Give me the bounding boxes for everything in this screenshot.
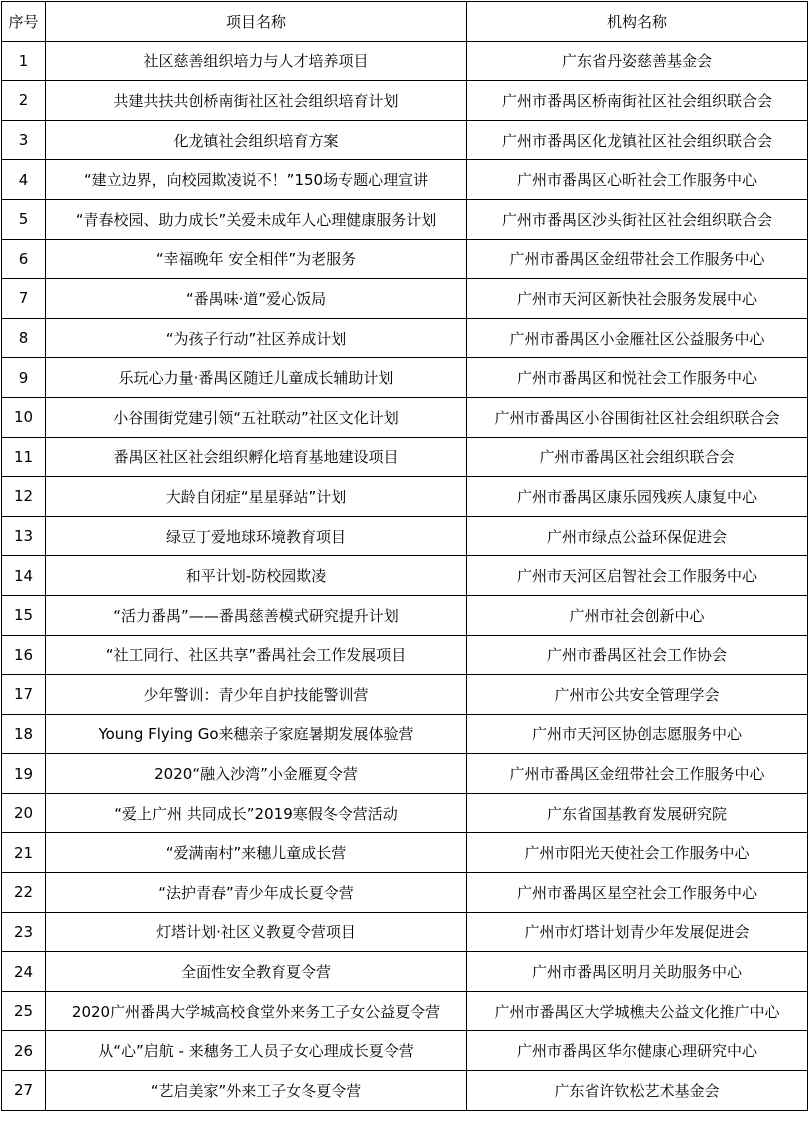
row-organization: 广州市番禺区桥南街社区社会组织联合会	[467, 81, 808, 121]
row-organization: 广州市番禺区华尔健康心理研究中心	[467, 1031, 808, 1071]
row-project: “法护青春”青少年成长夏令营	[46, 873, 467, 913]
row-project: “爱上广州 共同成长”2019寒假冬令营活动	[46, 793, 467, 833]
row-organization: 广州市绿点公益环保促进会	[467, 516, 808, 556]
row-project: “幸福晚年 安全相伴”为老服务	[46, 239, 467, 279]
row-index: 8	[2, 318, 46, 358]
header-index: 序号	[2, 2, 46, 42]
row-organization: 广州市番禺区星空社会工作服务中心	[467, 873, 808, 913]
row-index: 18	[2, 714, 46, 754]
row-project: 和平计划-防校园欺凌	[46, 556, 467, 596]
table-row	[2, 120, 808, 160]
row-index: 23	[2, 912, 46, 952]
header-organization: 机构名称	[467, 2, 808, 42]
table-row	[2, 358, 808, 398]
row-index: 17	[2, 675, 46, 715]
row-index: 25	[2, 991, 46, 1031]
row-organization: 广东省许钦松艺术基金会	[467, 1071, 808, 1111]
table-row	[2, 595, 808, 635]
header-project: 项目名称	[46, 2, 467, 42]
row-organization: 广州市番禺区心昕社会工作服务中心	[467, 160, 808, 200]
row-project: 灯塔计划·社区义教夏令营项目	[46, 912, 467, 952]
row-project: 全面性安全教育夏令营	[46, 952, 467, 992]
row-index: 20	[2, 793, 46, 833]
row-organization: 广州市灯塔计划青少年发展促进会	[467, 912, 808, 952]
row-organization: 广州市天河区启智社会工作服务中心	[467, 556, 808, 596]
row-project: 番禺区社区社会组织孵化培育基地建设项目	[46, 437, 467, 477]
row-organization: 广州市阳光天使社会工作服务中心	[467, 833, 808, 873]
row-index: 21	[2, 833, 46, 873]
row-organization: 广州市番禺区和悦社会工作服务中心	[467, 358, 808, 398]
row-project: 共建共扶共创桥南街社区社会组织培育计划	[46, 81, 467, 121]
table-row	[2, 635, 808, 675]
row-index: 22	[2, 873, 46, 913]
table-row	[2, 952, 808, 992]
row-organization: 广州市番禺区化龙镇社区社会组织联合会	[467, 120, 808, 160]
project-table	[1, 1, 808, 1111]
table-row	[2, 160, 808, 200]
table-row	[2, 397, 808, 437]
row-organization: 广州市番禺区金纽带社会工作服务中心	[467, 754, 808, 794]
row-organization: 广州市社会创新中心	[467, 595, 808, 635]
row-index: 2	[2, 81, 46, 121]
row-project: “艺启美家”外来工子女冬夏令营	[46, 1071, 467, 1111]
row-organization: 广州市番禺区小谷围街社区社会组织联合会	[467, 397, 808, 437]
row-index: 6	[2, 239, 46, 279]
row-project: 2020“融入沙湾”小金雁夏令营	[46, 754, 467, 794]
table-body	[2, 41, 808, 1110]
table-row	[2, 833, 808, 873]
row-organization: 广州市番禺区社会组织联合会	[467, 437, 808, 477]
row-project: Young Flying Go来穗亲子家庭暑期发展体验营	[46, 714, 467, 754]
table-row	[2, 239, 808, 279]
table-row	[2, 556, 808, 596]
row-project: 2020广州番禺大学城高校食堂外来务工子女公益夏令营	[46, 991, 467, 1031]
table-row	[2, 1071, 808, 1111]
row-project: 绿豆丁爱地球环境教育项目	[46, 516, 467, 556]
table-row	[2, 873, 808, 913]
table-row	[2, 41, 808, 81]
table-row	[2, 516, 808, 556]
row-project: “爱满南村”来穗儿童成长营	[46, 833, 467, 873]
row-index: 12	[2, 477, 46, 517]
table-row	[2, 1031, 808, 1071]
row-project: “为孩子行动”社区养成计划	[46, 318, 467, 358]
table-row	[2, 477, 808, 517]
row-index: 7	[2, 279, 46, 319]
table-row	[2, 912, 808, 952]
row-index: 26	[2, 1031, 46, 1071]
row-project: 大龄自闭症“星星驿站”计划	[46, 477, 467, 517]
table-row	[2, 318, 808, 358]
row-organization: 广州市天河区新快社会服务发展中心	[467, 279, 808, 319]
row-organization: 广州市天河区协创志愿服务中心	[467, 714, 808, 754]
row-organization: 广州市番禺区小金雁社区公益服务中心	[467, 318, 808, 358]
row-project: 小谷围街党建引领“五社联动”社区文化计划	[46, 397, 467, 437]
table-row	[2, 793, 808, 833]
row-index: 11	[2, 437, 46, 477]
row-index: 1	[2, 41, 46, 81]
table-row	[2, 199, 808, 239]
row-index: 14	[2, 556, 46, 596]
row-organization: 广州市番禺区社会工作协会	[467, 635, 808, 675]
row-project: 社区慈善组织培力与人才培养项目	[46, 41, 467, 81]
header-row	[2, 2, 808, 42]
table-row	[2, 714, 808, 754]
row-organization: 广东省国基教育发展研究院	[467, 793, 808, 833]
row-project: “建立边界，向校园欺凌说不！”150场专题心理宣讲	[46, 160, 467, 200]
row-index: 19	[2, 754, 46, 794]
row-project: “青春校园、助力成长”关爱未成年人心理健康服务计划	[46, 199, 467, 239]
row-project: “社工同行、社区共享”番禺社会工作发展项目	[46, 635, 467, 675]
row-index: 13	[2, 516, 46, 556]
row-organization: 广州市番禺区大学城樵夫公益文化推广中心	[467, 991, 808, 1031]
row-index: 24	[2, 952, 46, 992]
row-index: 27	[2, 1071, 46, 1111]
table-row	[2, 754, 808, 794]
row-index: 15	[2, 595, 46, 635]
row-project: 从“心”启航 - 来穗务工人员子女心理成长夏令营	[46, 1031, 467, 1071]
row-index: 5	[2, 199, 46, 239]
row-organization: 广东省丹姿慈善基金会	[467, 41, 808, 81]
row-project: 化龙镇社会组织培育方案	[46, 120, 467, 160]
table-row	[2, 279, 808, 319]
row-project: “番禺味·道”爱心饭局	[46, 279, 467, 319]
row-index: 10	[2, 397, 46, 437]
row-organization: 广州市番禺区金纽带社会工作服务中心	[467, 239, 808, 279]
table-row	[2, 437, 808, 477]
row-project: 乐玩心力量·番禺区随迁儿童成长辅助计划	[46, 358, 467, 398]
row-index: 4	[2, 160, 46, 200]
row-organization: 广州市番禺区康乐园残疾人康复中心	[467, 477, 808, 517]
row-organization: 广州市番禺区沙头街社区社会组织联合会	[467, 199, 808, 239]
row-index: 16	[2, 635, 46, 675]
row-organization: 广州市番禺区明月关助服务中心	[467, 952, 808, 992]
table-row	[2, 675, 808, 715]
row-index: 9	[2, 358, 46, 398]
table-row	[2, 991, 808, 1031]
row-project: 少年警训：青少年自护技能警训营	[46, 675, 467, 715]
row-project: “活力番禺”——番禺慈善模式研究提升计划	[46, 595, 467, 635]
table-row	[2, 81, 808, 121]
row-organization: 广州市公共安全管理学会	[467, 675, 808, 715]
row-index: 3	[2, 120, 46, 160]
